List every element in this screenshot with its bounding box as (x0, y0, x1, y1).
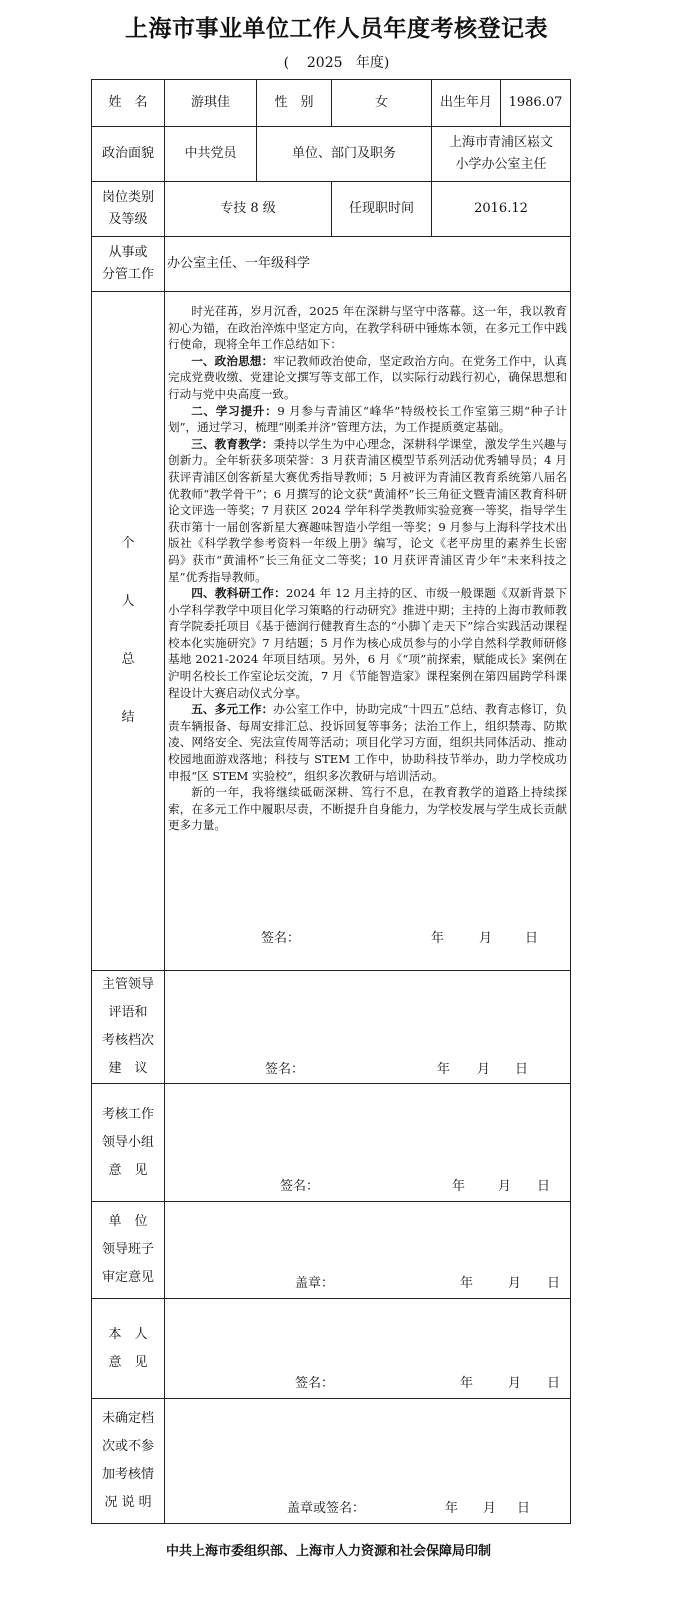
gender-label: 性 别 (257, 80, 332, 127)
summary-para-politics (168, 353, 567, 403)
team-opinion-line-2: 领导小组 (101, 1134, 154, 1150)
row-work (92, 237, 571, 292)
self-month: 月 (508, 1376, 522, 1391)
leader-comment-field (165, 971, 571, 1084)
summary-para-study (168, 403, 567, 436)
political-label: 政治面貌 (92, 127, 165, 182)
teaching-body: 秉持以学生为中心理念，深耕科学课堂，激发学生兴趣与创新力。全年斩获多项荣誉：3 月获青浦区模型节系列活动优秀辅导员；4 月获评青浦区创客新星大赛优秀指导教师；5 月被评为青浦区教育系统第八届名优教师“教学骨干”；6 月撰写的论文获“黄浦杯”长三角征文暨青浦区教育科研论文评选一等奖；7 月获区 2024 学年科学类教师实验竞赛一等奖，指导学生获市第十一届创客新星大赛趣味智造小学组一等奖；9 月参与上海科学技术出版社《科学教学参考资料一年级上册》编写，论文《老平房里的素养生长密码》获市“黄浦杯”长三角征文二等奖；10 月获评青浦区青少年“未来科技之星”优秀指导教师。 (168, 436, 567, 584)
team-sign-label: 签名： (280, 1179, 320, 1194)
diverse-heading: 五、多元工作： (191, 702, 274, 717)
gender-value: 女 (332, 80, 432, 127)
birth-label: 出生年月 (432, 80, 501, 127)
undetermined-line-2: 次或不参 (101, 1439, 154, 1454)
self-year: 年 (460, 1376, 474, 1391)
unit-line-2: 小学办公室主任 (455, 157, 547, 172)
team-opinion-field (165, 1084, 571, 1202)
study-heading: 二、学习提升： (191, 403, 278, 418)
teaching-heading: 三、教育教学： (191, 436, 274, 451)
unit-job-value (432, 127, 571, 182)
row-leader-comment (92, 971, 571, 1084)
unit-decision-line-2: 领导班子 (101, 1242, 154, 1257)
undetermined-label (92, 1399, 165, 1524)
birth-value: 1986.07 (501, 80, 571, 127)
row-team-opinion (92, 1084, 571, 1202)
team-day: 日 (537, 1179, 551, 1194)
leader-year: 年 (437, 1062, 451, 1077)
summary-year: 年 (431, 931, 445, 946)
form-subtitle: ( 2025 年度) (283, 55, 390, 71)
row-basic-info (92, 80, 571, 127)
politics-heading: 一、政治思想： (191, 353, 274, 368)
undetermined-day: 日 (517, 1501, 531, 1516)
summary-char-3: 总 (121, 652, 135, 667)
work-label-line-1: 从事或 (108, 245, 148, 260)
team-opinion-line-1: 考核工作 (101, 1106, 154, 1122)
summary-intro: 时光荏苒，岁月沉香，2025 年在深耕与坚守中落幕。这一年，我以教育初心为锚，在政治淬炼中坚定方向，在教学科研中锤炼本领，在多元工作中践行使命，现将全年工作总结如下： (168, 304, 567, 352)
self-opinion-label (92, 1299, 165, 1399)
name-label: 姓 名 (92, 80, 165, 127)
self-sign-label: 签名： (295, 1376, 335, 1391)
study-body: 9 月参与青浦区“峰华”特级校长工作室第三期“种子计划”，通过学习，梳理“刚柔并济”管理方法，为工作提质奠定基础。 (168, 403, 567, 435)
unit-decision-line-3: 审定意见 (101, 1270, 154, 1285)
diverse-body: 办公室工作中，协助完成“十四五”总结、教育志修订，负责车辆报备、每周安排汇总、投诉回复等事务；法治工作上，组织禁毒、防欺凌、网络安全、宪法宣传周等活动；项目化学习方面，组织共同体活动、推动校园地面游戏落地；科技与 STEM 工作中，协助科技节举办，助力学校成功申报“区 STEM 实验校”，组织多次教研与培训活动。 (168, 702, 567, 783)
printer-footer: 中共上海市委组织部、上海市人力资源和社会保障局印制 (166, 1544, 492, 1559)
unit-decision-field (165, 1202, 571, 1299)
unit-day: 日 (547, 1276, 561, 1291)
summary-char-2: 人 (121, 594, 135, 609)
leader-comment-line-3: 考核档次 (101, 1033, 154, 1048)
research-body: 2024 年 12 月主持的区、市级一般课题《双新背景下小学科学教学中项目化学习策略的行动研究》推进中期；主持的上海市教师教育学院委托项目《基于德润行健教育生态的“小脚丫走天下”综合实践活动课程校本化实施研究》7 月结题；5 月作为核心成员参与的小学自然科学教师研修基地 2021-2024 年项目结项。另外，6 月《“项”前探索，赋能成长》案例在沪明名校长工作室论坛交流，7 月《节能智造家》课程案例在第四届跨学科课程设计大赛启动仪式分享。 (168, 586, 567, 700)
undetermined-field (165, 1399, 571, 1524)
post-value: 专技 8 级 (165, 182, 332, 237)
work-value: 办公室主任、一年级科学 (165, 237, 571, 292)
team-opinion-label (92, 1084, 165, 1202)
team-month: 月 (498, 1179, 512, 1194)
summary-char-1: 个 (121, 536, 135, 551)
post-label-line-1: 岗位类别 (101, 190, 154, 205)
row-undetermined (92, 1399, 571, 1524)
self-opinion-line-1: 本 人 (108, 1326, 148, 1342)
undetermined-line-1: 未确定档 (101, 1411, 154, 1426)
row-post (92, 182, 571, 237)
undetermined-seal-sign-label: 盖章或签名： (287, 1501, 366, 1516)
team-opinion-line-3: 意 见 (108, 1162, 148, 1178)
summary-para-diverse (168, 701, 567, 784)
summary-text (165, 292, 570, 834)
self-day: 日 (547, 1376, 561, 1391)
self-opinion-field (165, 1299, 571, 1399)
form-title: 上海市事业单位工作人员年度考核登记表 (125, 16, 548, 42)
unit-seal-label: 盖章： (295, 1276, 335, 1291)
undetermined-line-3: 加考核情 (101, 1467, 154, 1482)
summary-closing: 新的一年，我将继续砥砺深耕、笃行不息，在教育教学的道路上持续探索，在多元工作中履职尽责，不断提升自身能力，为学校发展与学生成长贡献更多力量。 (168, 785, 567, 833)
summary-para-research (168, 585, 567, 701)
post-label (92, 182, 165, 237)
research-heading: 四、教科研工作： (191, 586, 286, 601)
leader-sign-label: 签名： (265, 1062, 305, 1077)
name-value: 游琪佳 (165, 80, 257, 127)
summary-content (165, 292, 571, 971)
unit-year: 年 (460, 1276, 474, 1291)
leader-month: 月 (477, 1062, 491, 1077)
registration-table (91, 79, 571, 1524)
leader-comment-label (92, 971, 165, 1084)
work-label-line-2: 分管工作 (101, 267, 154, 282)
summary-para-teaching (168, 436, 567, 585)
undetermined-month: 月 (483, 1501, 497, 1516)
unit-decision-line-1: 单 位 (108, 1214, 148, 1229)
unit-job-label: 单位、部门及职务 (257, 127, 432, 182)
summary-label (92, 292, 165, 971)
team-year: 年 (452, 1179, 466, 1194)
leader-day: 日 (515, 1062, 529, 1077)
row-self-opinion (92, 1299, 571, 1399)
undetermined-line-4: 况 说 明 (104, 1495, 152, 1510)
row-unit-decision (92, 1202, 571, 1299)
summary-day: 日 (525, 931, 539, 946)
work-label (92, 237, 165, 292)
self-opinion-line-2: 意 见 (108, 1354, 148, 1370)
row-summary (92, 292, 571, 971)
tenure-value: 2016.12 (432, 182, 571, 237)
leader-comment-line-2: 评语和 (108, 1005, 148, 1020)
row-political (92, 127, 571, 182)
post-label-line-2: 及等级 (108, 212, 148, 227)
political-value: 中共党员 (165, 127, 257, 182)
politics-body: 牢记教师政治使命，坚定政治方向。在党务工作中，认真完成党费收缴、党建论文撰写等支部工作，以实际行动践行初心，确保思想和行动与党中央高度一致。 (168, 353, 567, 401)
unit-month: 月 (508, 1276, 522, 1291)
summary-char-4: 结 (121, 710, 135, 725)
summary-sign-label: 签名： (261, 931, 301, 946)
unit-decision-label (92, 1202, 165, 1299)
tenure-label: 任现职时间 (332, 182, 432, 237)
leader-comment-line-4: 建 议 (108, 1061, 148, 1076)
unit-line-1: 上海市青浦区崧文 (448, 135, 553, 150)
summary-month: 月 (479, 931, 493, 946)
undetermined-year: 年 (445, 1501, 459, 1516)
leader-comment-line-1: 主管领导 (101, 977, 154, 992)
